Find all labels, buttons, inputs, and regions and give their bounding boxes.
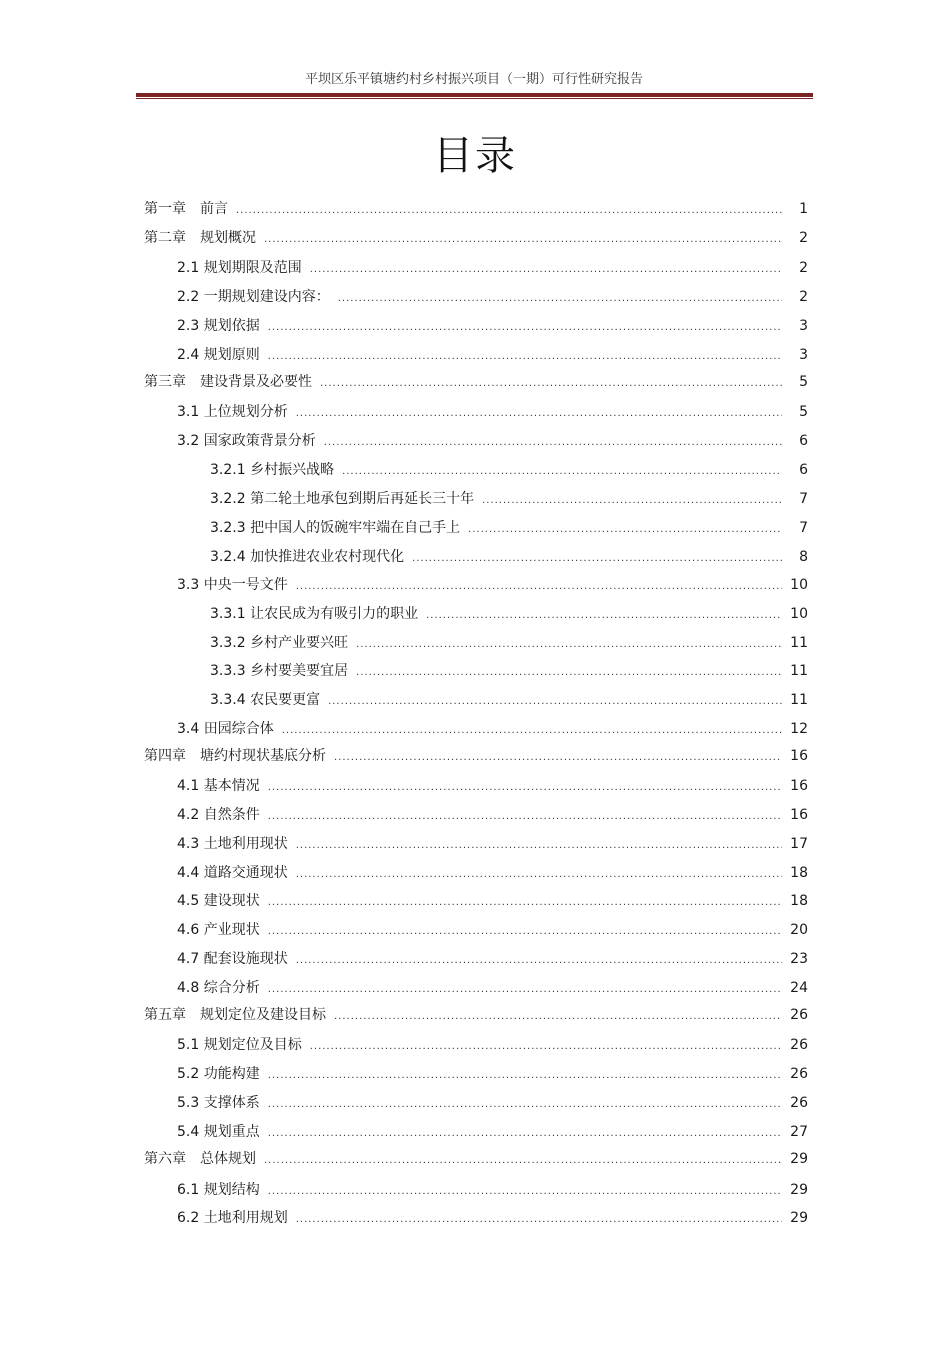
toc-entry-label: 第五章 规划定位及建设目标 bbox=[144, 1007, 326, 1023]
toc-entry-label: 6.1 规划结构 bbox=[177, 1182, 260, 1198]
toc-entry-label: 6.2 土地利用规划 bbox=[177, 1210, 288, 1226]
toc-entry[interactable] bbox=[177, 576, 808, 594]
toc-entry-page: 5 bbox=[799, 404, 808, 420]
toc-entry-label: 3.3.4 农民要更富 bbox=[210, 692, 321, 708]
toc-entry-label: 第二章 规划概况 bbox=[144, 230, 256, 246]
toc-entry-label: 3.1 上位规划分析 bbox=[177, 404, 288, 420]
toc-entry-page: 20 bbox=[790, 922, 808, 938]
toc-entry[interactable] bbox=[177, 403, 808, 421]
toc-leader-dots bbox=[482, 494, 782, 508]
toc-leader-dots bbox=[268, 1127, 782, 1141]
toc-entry-label: 5.3 支撑体系 bbox=[177, 1095, 260, 1111]
toc-entry-page: 6 bbox=[799, 462, 808, 478]
toc-leader-dots bbox=[268, 1098, 782, 1112]
toc-entry-page: 7 bbox=[799, 520, 808, 536]
page-title: 目录 bbox=[433, 133, 517, 179]
toc-leader-dots bbox=[412, 552, 782, 566]
toc-leader-dots bbox=[310, 263, 782, 277]
toc-entry-page: 11 bbox=[790, 692, 808, 708]
toc-entry-label: 4.6 产业现状 bbox=[177, 922, 260, 938]
toc-entry[interactable] bbox=[210, 461, 808, 479]
toc-entry-page: 24 bbox=[790, 980, 808, 996]
toc-entry-label: 第六章 总体规划 bbox=[144, 1151, 256, 1167]
toc-leader-dots bbox=[268, 810, 782, 824]
toc-leader-dots bbox=[356, 666, 782, 680]
toc-entry[interactable] bbox=[177, 921, 808, 939]
toc-entry[interactable] bbox=[144, 229, 808, 247]
toc-entry-label: 5.4 规划重点 bbox=[177, 1124, 260, 1140]
toc-entry[interactable] bbox=[177, 1094, 808, 1112]
toc-leader-dots bbox=[296, 1213, 782, 1227]
toc-entry[interactable] bbox=[177, 864, 808, 882]
toc-entry[interactable] bbox=[177, 892, 808, 910]
toc-entry[interactable] bbox=[177, 432, 808, 450]
toc-entry-page: 16 bbox=[790, 778, 808, 794]
toc-entry-page: 26 bbox=[790, 1095, 808, 1111]
toc-entry-label: 2.4 规划原则 bbox=[177, 347, 260, 363]
toc-entry-label: 2.3 规划依据 bbox=[177, 318, 260, 334]
toc-entry[interactable] bbox=[177, 317, 808, 335]
document-header-title: 平坝区乐平镇塘约村乡村振兴项目（一期）可行性研究报告 bbox=[304, 72, 643, 87]
toc-entry[interactable] bbox=[177, 1123, 808, 1141]
toc-entry-label: 3.2.1 乡村振兴战略 bbox=[210, 462, 335, 478]
toc-entry-page: 23 bbox=[790, 951, 808, 967]
toc-entry-label: 第三章 建设背景及必要性 bbox=[144, 374, 312, 390]
toc-leader-dots bbox=[296, 868, 782, 882]
toc-entry-page: 3 bbox=[799, 318, 808, 334]
toc-leader-dots bbox=[296, 839, 782, 853]
toc-entry-page: 10 bbox=[790, 606, 808, 622]
toc-entry[interactable] bbox=[210, 691, 808, 709]
toc-leader-dots bbox=[264, 233, 782, 247]
toc-entry[interactable] bbox=[177, 259, 808, 277]
toc-entry-label: 3.3.3 乡村要美要宜居 bbox=[210, 663, 349, 679]
toc-entry-label: 第四章 塘约村现状基底分析 bbox=[144, 748, 326, 764]
toc-entry-page: 29 bbox=[790, 1210, 808, 1226]
toc-leader-dots bbox=[296, 407, 782, 421]
toc-entry-label: 4.1 基本情况 bbox=[177, 778, 260, 794]
toc-entry-label: 3.2.4 加快推进农业农村现代化 bbox=[210, 549, 405, 565]
toc-entry-label: 4.2 自然条件 bbox=[177, 807, 260, 823]
toc-entry[interactable] bbox=[177, 720, 808, 738]
toc-entry[interactable] bbox=[177, 346, 808, 364]
toc-entry-page: 18 bbox=[790, 865, 808, 881]
toc-entry[interactable] bbox=[210, 548, 808, 566]
toc-leader-dots bbox=[268, 781, 782, 795]
toc-leader-dots bbox=[320, 377, 782, 391]
toc-entry[interactable] bbox=[210, 490, 808, 508]
toc-entry-page: 29 bbox=[790, 1151, 808, 1167]
toc-entry-label: 3.2.2 第二轮土地承包到期后再延长三十年 bbox=[210, 491, 475, 507]
toc-entry-page: 2 bbox=[799, 260, 808, 276]
toc-entry-page: 26 bbox=[790, 1007, 808, 1023]
toc-entry-label: 4.8 综合分析 bbox=[177, 980, 260, 996]
toc-leader-dots bbox=[468, 523, 782, 537]
toc-entry-label: 2.1 规划期限及范围 bbox=[177, 260, 302, 276]
toc-entry-label: 2.2 一期规划建设内容： bbox=[177, 289, 330, 305]
toc-entry-label: 第一章 前言 bbox=[144, 201, 228, 217]
toc-entry-label: 3.3 中央一号文件 bbox=[177, 577, 288, 593]
toc-entry-label: 4.5 建设现状 bbox=[177, 893, 260, 909]
toc-entry-page: 17 bbox=[790, 836, 808, 852]
toc-leader-dots bbox=[268, 1069, 782, 1083]
toc-entry-label: 5.2 功能构建 bbox=[177, 1066, 260, 1082]
toc-entry[interactable] bbox=[177, 1036, 808, 1054]
toc-leader-dots bbox=[268, 350, 782, 364]
toc-leader-dots bbox=[268, 983, 782, 997]
toc-entry[interactable] bbox=[177, 806, 808, 824]
toc-entry[interactable] bbox=[177, 979, 808, 997]
toc-leader-dots bbox=[264, 1154, 782, 1168]
toc-leader-dots bbox=[236, 204, 782, 218]
toc-entry-label: 3.4 田园综合体 bbox=[177, 721, 274, 737]
toc-entry[interactable] bbox=[210, 519, 808, 537]
toc-entry[interactable] bbox=[177, 288, 808, 306]
toc-entry[interactable] bbox=[177, 1065, 808, 1083]
toc-entry[interactable] bbox=[144, 747, 808, 765]
toc-leader-dots bbox=[296, 954, 782, 968]
toc-entry-label: 3.2 国家政策背景分析 bbox=[177, 433, 316, 449]
toc-entry[interactable] bbox=[177, 1181, 808, 1199]
toc-entry[interactable] bbox=[144, 1006, 808, 1024]
toc-leader-dots bbox=[328, 695, 782, 709]
toc-entry[interactable] bbox=[144, 373, 808, 391]
toc-leader-dots bbox=[282, 724, 782, 738]
toc-entry-page: 18 bbox=[790, 893, 808, 909]
toc-entry-label: 4.3 土地利用现状 bbox=[177, 836, 288, 852]
toc-entry-page: 3 bbox=[799, 347, 808, 363]
toc-entry-page: 7 bbox=[799, 491, 808, 507]
toc-leader-dots bbox=[268, 925, 782, 939]
toc-entry[interactable] bbox=[210, 605, 808, 623]
toc-entry-page: 5 bbox=[799, 374, 808, 390]
toc-leader-dots bbox=[268, 896, 782, 910]
toc-entry[interactable] bbox=[177, 950, 808, 968]
toc-entry-page: 2 bbox=[799, 289, 808, 305]
toc-leader-dots bbox=[310, 1040, 782, 1054]
toc-entry-page: 1 bbox=[799, 201, 808, 217]
toc-entry-page: 26 bbox=[790, 1037, 808, 1053]
toc-leader-dots bbox=[268, 1185, 782, 1199]
toc-leader-dots bbox=[342, 465, 782, 479]
toc-leader-dots bbox=[334, 751, 782, 765]
toc-leader-dots bbox=[296, 580, 782, 594]
toc-entry-label: 3.3.1 让农民成为有吸引力的职业 bbox=[210, 606, 419, 622]
toc-entry[interactable] bbox=[210, 634, 808, 652]
toc-entry-page: 2 bbox=[799, 230, 808, 246]
toc-entry[interactable] bbox=[177, 777, 808, 795]
toc-entry-page: 6 bbox=[799, 433, 808, 449]
toc-entry-page: 10 bbox=[790, 577, 808, 593]
toc-entry-label: 4.4 道路交通现状 bbox=[177, 865, 288, 881]
toc-leader-dots bbox=[338, 292, 782, 306]
toc-entry-page: 27 bbox=[790, 1124, 808, 1140]
toc-entry-label: 5.1 规划定位及目标 bbox=[177, 1037, 302, 1053]
toc-entry-page: 8 bbox=[799, 549, 808, 565]
toc-entry-page: 16 bbox=[790, 807, 808, 823]
toc-entry-page: 11 bbox=[790, 663, 808, 679]
toc-entry-label: 3.3.2 乡村产业要兴旺 bbox=[210, 635, 349, 651]
toc-entry-page: 26 bbox=[790, 1066, 808, 1082]
toc-leader-dots bbox=[426, 609, 782, 623]
toc-entry-label: 4.7 配套设施现状 bbox=[177, 951, 288, 967]
toc-entry[interactable] bbox=[177, 1209, 808, 1227]
toc-leader-dots bbox=[324, 436, 782, 450]
toc-entry[interactable] bbox=[210, 662, 808, 680]
toc-leader-dots bbox=[268, 321, 782, 335]
toc-entry-page: 29 bbox=[790, 1182, 808, 1198]
toc-entry[interactable] bbox=[177, 835, 808, 853]
toc-leader-dots bbox=[356, 638, 782, 652]
toc-entry[interactable] bbox=[144, 200, 808, 218]
toc-entry[interactable] bbox=[144, 1150, 808, 1168]
toc-entry-page: 12 bbox=[790, 721, 808, 737]
toc-entry-label: 3.2.3 把中国人的饭碗牢牢端在自己手上 bbox=[210, 520, 461, 536]
toc-leader-dots bbox=[334, 1010, 782, 1024]
toc-entry-page: 16 bbox=[790, 748, 808, 764]
toc-entry-page: 11 bbox=[790, 635, 808, 651]
